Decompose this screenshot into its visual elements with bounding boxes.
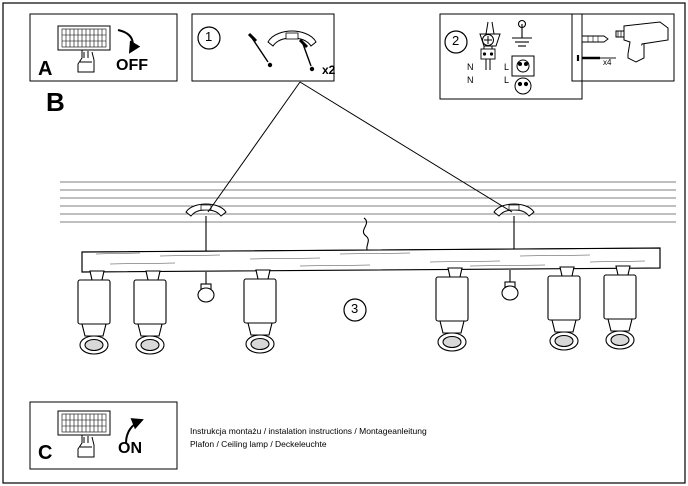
lamp-assembly-group: [60, 82, 676, 354]
panel-c-letter: C: [38, 442, 53, 464]
step2-terminal-n-top: N: [467, 62, 474, 72]
panel-step2-group: [440, 14, 582, 99]
panel-b-letter: B: [46, 87, 65, 117]
footer-line-1: Instrukcja montażu / instalation instructions / Montageanleitung: [190, 426, 427, 436]
footer-line-2: Plafon / Ceiling lamp / Deckeleuchte: [190, 439, 327, 449]
step2-number: 2: [452, 33, 460, 48]
panel-a-state-label: OFF: [116, 57, 148, 74]
step1-quantity: x2: [322, 63, 336, 77]
step2-terminal-n-bottom: N: [467, 75, 474, 85]
step2-terminal-l-bottom: L: [504, 75, 510, 85]
panel-a-letter: A: [38, 58, 53, 80]
step3-number: 3: [351, 301, 359, 316]
step2-terminal-l-top: L: [504, 62, 510, 72]
panel-tools-group: [572, 14, 674, 81]
panel-c-state-label: ON: [118, 440, 142, 457]
panel-step1-group: [192, 14, 334, 81]
tools-quantity: x4: [603, 58, 612, 67]
step1-number: 1: [205, 29, 213, 44]
